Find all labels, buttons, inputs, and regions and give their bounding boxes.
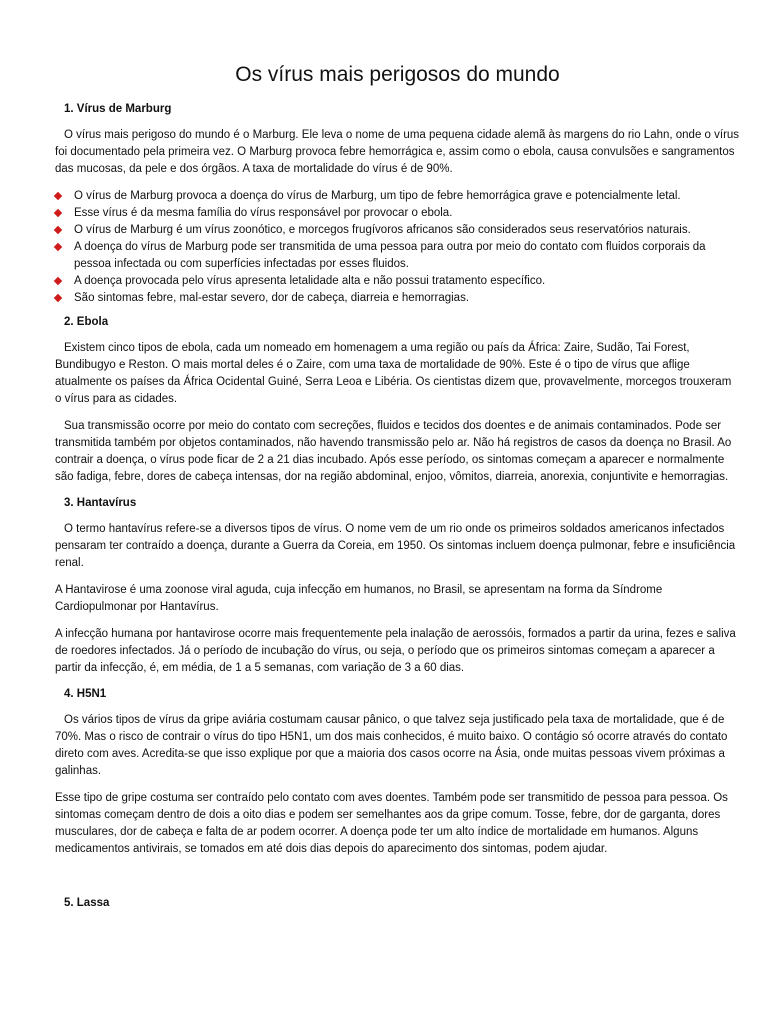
paragraph: A infecção humana por hantavirose ocorre mais frequentemente pela inalação de aerossóis, formados a partir da urina, fezes e saliva de roedores infectados. Já o período de incubação do vírus, ou seja, o período que os primeiros sintomas começam a aparecer a partir da infecção, é, em média, de 1 a 5 semanas, com variação de 3 a 60 dias. <box>55 628 736 674</box>
paragraph: A Hantavirose é uma zoonose viral aguda, cuja infecção em humanos, no Brasil, se apresentam na forma da Síndrome Cardiopulmonar por Hantavírus. <box>55 584 663 613</box>
spacer <box>55 868 740 896</box>
paragraph: Sua transmissão ocorre por meio do contato com secreções, fluidos e tecidos dos doentes e de animais contaminados. Pode ser transmitida também por objetos contaminados, não havendo transmissão pelo ar. Não há registros de casos da doença no Brasil. Ao contrair a doença, o vírus pode ficar de 2 a 21 dias incubado. Após esse período, os sintomas começam a aparecer e normalmente são fadiga, febre, dores de cabeça intensas, dor na região abdominal, enjoo, vômitos, diarreia, anorexia, conjuntivite e hemorragias. <box>55 420 732 483</box>
section-heading-ebola: 2. Ebola <box>64 316 109 328</box>
bullet-item <box>55 290 740 307</box>
bullet-text: O vírus de Marburg provoca a doença do vírus de Marburg, um tipo de febre hemorrágica grave e potencialmente letal. <box>74 190 681 202</box>
bullet-item <box>55 273 740 290</box>
diamond-bullet-icon <box>54 243 62 251</box>
bullet-text: Esse vírus é da mesma família do vírus responsável por provocar o ebola. <box>74 207 453 219</box>
diamond-bullet-icon <box>54 294 62 302</box>
bullet-text: São sintomas febre, mal-estar severo, dor de cabeça, diarreia e hemorragias. <box>74 292 470 304</box>
bullet-item <box>55 205 740 222</box>
section-heading-h5n1: 4. H5N1 <box>64 688 107 700</box>
diamond-bullet-icon <box>54 192 62 200</box>
diamond-bullet-icon <box>54 226 62 234</box>
diamond-bullet-icon <box>54 209 62 217</box>
paragraph: Esse tipo de gripe costuma ser contraído pelo contato com aves doentes. Também pode ser transmitido de pessoa para pessoa. Os sintomas começam dentro de dois a oito dias e podem ser semelhantes aos da gripe comum. Tosse, febre, dor de garganta, dores musculares, dor de cabeça e falta de ar podem ocorrer. A doença pode ter um alto índice de mortalidade em humanos. Alguns medicamentos antivirais, se tomados em até dois dias depois do aparecimento dos sintomas, podem ajudar. <box>55 792 728 855</box>
paragraph: O vírus mais perigoso do mundo é o Marburg. Ele leva o nome de uma pequena cidade alemã às margens do rio Lahn, onde o vírus foi documentado pela primeira vez. O Marburg provoca febre hemorrágica e, assim como o ebola, causa convulsões e sangramentos das mucosas, da pele e dos órgãos. A taxa de mortalidade do vírus é de 90%. <box>55 129 740 175</box>
diamond-bullet-icon <box>54 277 62 285</box>
bullet-list <box>55 188 740 307</box>
section-heading-marburg: 1. Vírus de Marburg <box>64 103 172 115</box>
section-heading-hantavirus: 3. Hantavírus <box>64 497 137 509</box>
document-title: Os vírus mais perigosos do mundo <box>235 63 560 86</box>
bullet-item <box>55 239 740 273</box>
bullet-text: A doença do vírus de Marburg pode ser transmitida de uma pessoa para outra por meio do contato com fluidos corporais da pessoa infectada ou com superfícies infectadas por esses fluidos. <box>74 241 706 270</box>
paragraph: Existem cinco tipos de ebola, cada um nomeado em homenagem a uma região ou país da África: Zaire, Sudão, Tai Forest, Bundibugyo e Reston. O mais mortal deles é o Zaire, com uma taxa de mortalidade de 90%. Este é o tipo de vírus que aflige atualmente os países da África Ocidental Guiné, Serra Leoa e Libéria. Os cientistas dizem que, provavelmente, morcegos trouxeram o vírus para as cidades. <box>55 342 732 405</box>
section-heading-lassa: 5. Lassa <box>64 897 110 909</box>
bullet-item <box>55 188 740 205</box>
bullet-text: O vírus de Marburg é um vírus zoonótico, e morcegos frugívoros africanos são considerados seus reservatórios naturais. <box>74 224 691 236</box>
paragraph: O termo hantavírus refere-se a diversos tipos de vírus. O nome vem de um rio onde os primeiros soldados americanos infectados pensaram ter contraído a doença, durante a Guerra da Coreia, em 1950. Os sintomas incluem doença pulmonar, febre e insuficiência renal. <box>55 523 736 569</box>
paragraph: Os vários tipos de vírus da gripe aviária costumam causar pânico, o que talvez seja justificado pela taxa de mortalidade, que é de 70%. Mas o risco de contrair o vírus do tipo H5N1, um dos mais conhecidos, é muito baixo. O contágio só ocorre através do contato direto com aves. Acredita-se que isso explique por que a maioria dos casos ocorre na Ásia, onde muitas pessoas vivem próximas a galinhas. <box>55 714 728 777</box>
bullet-text: A doença provocada pelo vírus apresenta letalidade alta e não possui tratamento específico. <box>74 275 546 287</box>
bullet-item <box>55 222 740 239</box>
